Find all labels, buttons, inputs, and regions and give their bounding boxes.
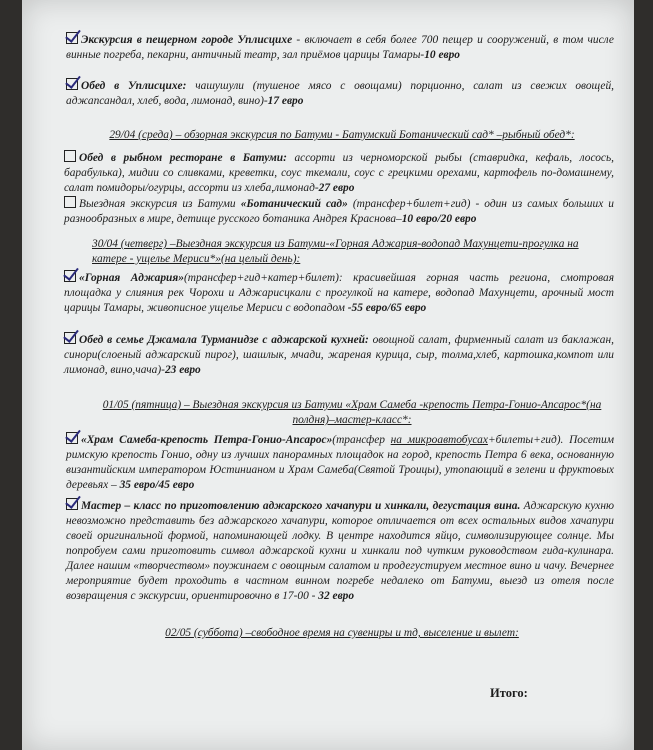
- item-text: +билеты+гид). Посетим римскую крепость Гонио, одну из лучших панорамных площадок на город, крепость Петра 6 века, основанную византийским императором Юстинианом и Храм Самеба(Святой Троицы), утопающий в зелени и фруктовых деревьях –: [66, 434, 614, 491]
- item-title: «Горная Аджария»: [79, 272, 184, 284]
- item-title: Экскурсия в пещерном городе Уплисцихе: [81, 34, 293, 46]
- item-uplistsikhe-lunch: [66, 78, 614, 109]
- item-price: 17 евро: [267, 95, 304, 107]
- item-mountain-adjara: [64, 270, 614, 316]
- item-price: 10 евро/20 евро: [401, 213, 477, 225]
- item-text: (трансфер+билет+гид) - один из самых больших и разнообразных в мире, детище русского ботаника Андрея Краснова–: [64, 198, 615, 225]
- item-text: (трансфер+гид+катер+билет): красивейшая горная часть региона, смотровая площадка у слияния рек Чорохи и Аджарисцкали с прогулкой на катере, водопад Махунцети, арочный мост царицы Тамары, живописное ущелье Мериси с водопадом: [64, 272, 615, 314]
- checkbox-master-class[interactable]: [66, 498, 78, 510]
- item-master-class: [66, 498, 614, 604]
- item-price: 23 евро: [164, 364, 201, 376]
- item-text: овощной салат, фирменный салат из баклажан, синори(слоеный аджарский пирог), шашлык, мчади, жареная курица, сыр, толма,хлеб, картошка,компот или лимонад, вино,чача)-: [64, 334, 614, 376]
- item-sameba-gonio: [66, 432, 614, 493]
- item-text: Выездная экскурсия из Батуми: [79, 198, 241, 210]
- item-fish-lunch: [64, 150, 614, 196]
- item-price: 10 евро: [424, 49, 460, 61]
- item-title: «Ботанический сад»: [240, 198, 348, 210]
- item-uplistsikhe-tour: [66, 32, 614, 63]
- item-title: Обед в Уплисцихе:: [81, 80, 187, 92]
- checkbox-uplistsikhe-lunch[interactable]: [66, 78, 78, 90]
- item-text: Аджарскую кухню невозможно представить без аджарского хачапури, которое отличается от всех остальных видов хачапури своей оригинальной формой, напоминающей лодку. В центре находится яйцо, символизирующее солнце. Мы попробуем сами приготовить символ аджарской кухни и хинкали под чутким руководством гида-кулинара. Далее нашим «творчеством» поужинаем с овощным салатом и продегустируем местное вино и чачу. Вечернее мероприятие будет проходить в частном винном погребе недалеко от Батуми, выезд из отеля после возвращения с экскурсии, ориентировочно в 17-00 -: [66, 500, 614, 602]
- checkbox-fish-lunch[interactable]: [64, 150, 76, 162]
- document-sheet: [22, 0, 634, 750]
- item-text-underlined: на микроавтобусах: [390, 434, 488, 446]
- item-text: чашушули (тушеное мясо с овощами) порционно, салат из свежих овощей, аджапсандал, хлеб, вода, лимонад, вино)-: [66, 80, 614, 107]
- item-price: 27 евро: [318, 182, 355, 194]
- item-text: ассорти из черноморской рыбы (ставридка, кефаль, лосось, барабулька), мидии со сливками, креветки, соус ткемали, соус с грецкими орехами, картофель по-домашнему, салат помидоры/огурцы, ассорти из хлеба,лимонад-: [64, 152, 614, 194]
- checkbox-family-lunch[interactable]: [64, 332, 76, 344]
- checkbox-botanical-garden[interactable]: [64, 196, 76, 208]
- day-header-29-04: 29/04 (среда) – обзорная экскурсия по Батуми - Батумский Ботанический сад* –рыбный обед*:: [109, 129, 575, 141]
- item-text: (трансфер: [332, 434, 391, 446]
- item-price: -55 евро/65 евро: [347, 302, 427, 314]
- day-header-01-05: 01/05 (пятница) – Выездная экскурсия из Батуми «Храм Самеба -крепость Петра-Гонио-Апсарос*(на полдня)–мастер-класс*:: [102, 399, 602, 426]
- item-text: - включает в себя более 700 пещер и сооружений, в том числе винные погреба, пекарни, античный театр, зал приёмов царицы Тамары-: [66, 34, 614, 61]
- item-price: 35 евро/45 евро: [119, 479, 195, 491]
- checkbox-uplistsikhe-tour[interactable]: [66, 32, 78, 44]
- day-header-02-05: 02/05 (суббота) –свободное время на сувениры и тд, выселение и вылет:: [165, 627, 519, 639]
- item-title: Мастер – класс по приготовлению аджарского хачапури и хинкали, дегустация вина.: [81, 500, 521, 512]
- checkbox-mountain-adjara[interactable]: [64, 270, 76, 282]
- day-header-30-04: 30/04 (четверг) –Выездная экскурсия из Батуми-«Горная Аджария-водопад Махунцети-прогулка на катере - ущелье Мериси*»(на целый день):: [92, 238, 579, 265]
- item-price: 32 евро: [318, 590, 355, 602]
- checkbox-sameba-gonio[interactable]: [66, 432, 78, 444]
- item-title: «Храм Самеба-крепость Петра-Гонио-Апсарос»: [81, 434, 333, 446]
- item-title: Обед в рыбном ресторане в Батуми:: [79, 152, 287, 164]
- item-botanical-garden: [64, 196, 614, 227]
- item-title: Обед в семье Джамала Турманидзе с аджарской кухней:: [79, 334, 369, 346]
- total-label: Итого:: [490, 686, 528, 700]
- item-family-lunch: [64, 332, 614, 378]
